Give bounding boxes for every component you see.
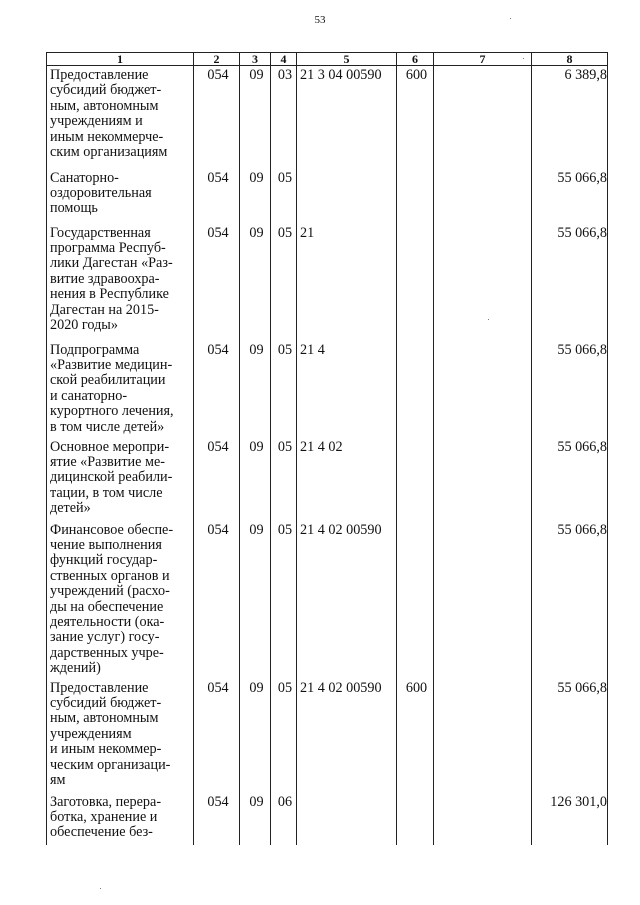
cell-col5: 21 [297,224,397,341]
row-name-text: Финансовое обеспе- чение выполнения функций государ- ственных органов и учреждений (расхо- ды на обеспечение деятельности (ока- зание услуг) госу- дарственных учре- ждений) [50,521,174,677]
cell-col3: 09 [240,169,271,224]
cell-col3: 09 [240,341,271,438]
cell-col7 [434,679,532,793]
cell-col6 [397,341,434,438]
table-row [47,341,608,438]
cell-col3: 09 [240,224,271,341]
cell-col5 [297,169,397,224]
cell-col3: 09 [240,521,271,679]
row-name [47,793,194,845]
cell-col4: 05 [271,341,297,438]
cell-col4: 05 [271,224,297,341]
cell-col5: 21 4 02 [297,438,397,521]
cell-col8: 6 389,8 [532,66,608,169]
col-header-7: 7 [434,53,532,66]
cell-col7 [434,169,532,224]
cell-col7 [434,438,532,521]
cell-col8: 55 066,8 [532,169,608,224]
cell-col5: 21 4 02 00590 [297,521,397,679]
cell-col7 [434,521,532,679]
row-name [47,679,194,793]
cell-col7 [434,793,532,845]
row-name-text: Основное меропри- ятие «Развитие ме- дицинской реабили- тации, в том числе детей» [50,438,173,517]
budget-table [46,52,608,845]
cell-col6 [397,224,434,341]
row-name-text: Предоставление субсидий бюджет- ным, автономным учреждениям и иным некоммер- ческим организаци- ям [50,679,171,788]
cell-col8: 55 066,8 [532,679,608,793]
col-header-2: 2 [194,53,240,66]
cell-col4: 03 [271,66,297,169]
cell-col2: 054 [194,679,240,793]
row-name [47,224,194,341]
cell-col5: 21 4 [297,341,397,438]
cell-col4: 05 [271,521,297,679]
table-row [47,224,608,341]
cell-col8: 55 066,8 [532,341,608,438]
cell-col3: 09 [240,66,271,169]
row-name-text: Предоставление субсидий бюджет- ным, автономным учреждениям и иным некоммерче- ским организациям [50,67,168,161]
cell-col7 [434,341,532,438]
cell-col6 [397,793,434,845]
cell-col2: 054 [194,438,240,521]
cell-col2: 054 [194,793,240,845]
cell-col8: 55 066,8 [532,438,608,521]
cell-col6 [397,438,434,521]
col-header-3: 3 [240,53,271,66]
row-name-text: Государственная программа Респуб- лики Дагестан «Раз- витие здравоохра- нения в Республике Дагестан на 2015- 2020 годы» [50,224,173,333]
cell-col8: 55 066,8 [532,224,608,341]
cell-col3: 09 [240,793,271,845]
cell-col6 [397,521,434,679]
col-header-5: 5 [297,53,397,66]
cell-col2: 054 [194,341,240,438]
row-name [47,341,194,438]
table-row [47,169,608,224]
col-header-6: 6 [397,53,434,66]
col-header-4: 4 [271,53,297,66]
cell-col7 [434,224,532,341]
cell-col5 [297,793,397,845]
cell-col5: 21 4 02 00590 [297,679,397,793]
row-name-text: Заготовка, перера- ботка, хранение и обеспечение без- [50,793,162,841]
scan-speck [510,18,511,19]
cell-col6: 600 [397,679,434,793]
row-name-text: Подпрограмма «Развитие медицин- ской реабилитации и санаторно- курортного лечения, в том числе детей» [50,341,174,435]
header-row [47,53,608,66]
table-row [47,66,608,169]
cell-col6: 600 [397,66,434,169]
cell-col2: 054 [194,224,240,341]
col-header-8: 8 [532,53,608,66]
scan-speck [100,888,101,889]
cell-col4: 05 [271,679,297,793]
cell-col2: 054 [194,169,240,224]
cell-col7 [434,66,532,169]
cell-col3: 09 [240,679,271,793]
row-name [47,66,194,169]
cell-col2: 054 [194,521,240,679]
row-name-text: Санаторно- оздоровительная помощь [50,169,152,217]
cell-col4: 05 [271,169,297,224]
row-name [47,438,194,521]
table-row [47,521,608,679]
table-row [47,679,608,793]
cell-col2: 054 [194,66,240,169]
cell-col8: 55 066,8 [532,521,608,679]
table-row [47,438,608,521]
cell-col5: 21 3 04 00590 [297,66,397,169]
cell-col8: 126 301,0 [532,793,608,845]
cell-col3: 09 [240,438,271,521]
row-name [47,521,194,679]
cell-col4: 05 [271,438,297,521]
page-number: 53 [314,14,326,26]
table-row [47,793,608,845]
scan-speck [523,58,524,59]
row-name [47,169,194,224]
cell-col6 [397,169,434,224]
scan-speck [488,319,489,320]
cell-col4: 06 [271,793,297,845]
col-header-1: 1 [47,53,194,66]
